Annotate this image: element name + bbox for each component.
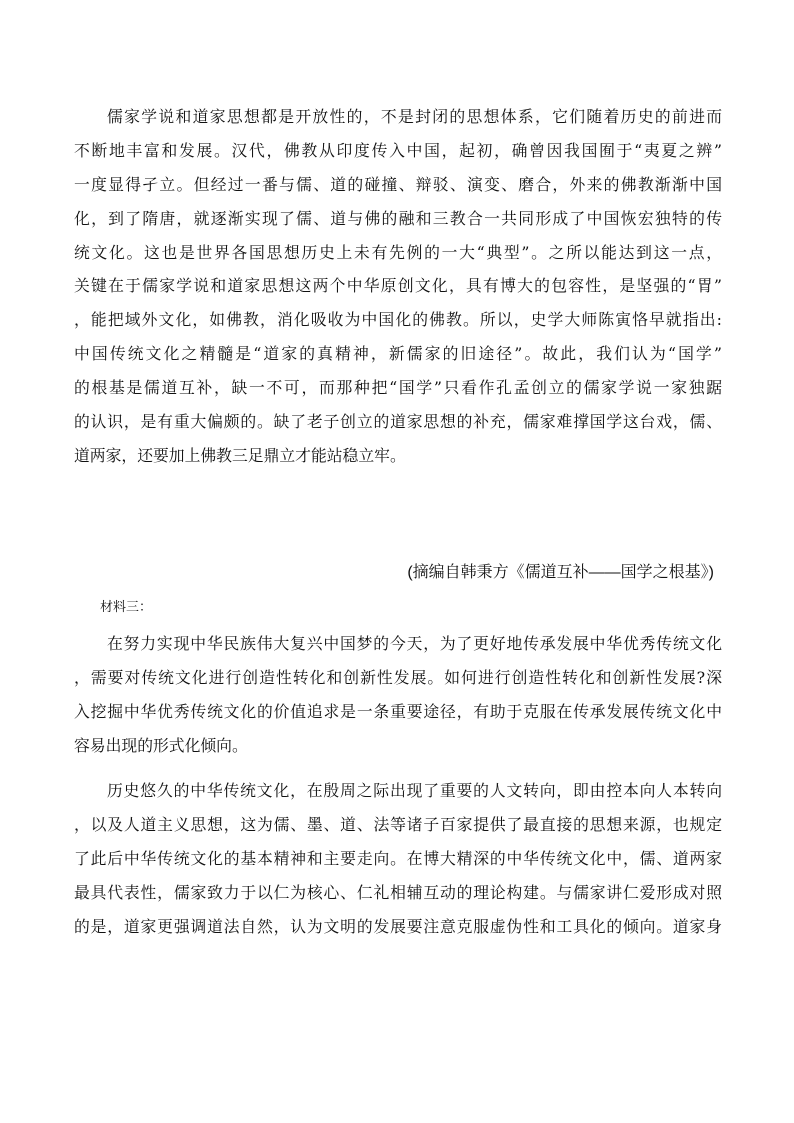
paragraph-line: ，以及人道主义思想，这为儒、墨、道、法等诸子百家提供了最直接的思想来源，也规定 bbox=[74, 814, 722, 834]
paragraph-line: 一度显得孑立。但经过一番与儒、道的碰撞、辩驳、演变、磨合，外来的佛教渐渐中国 bbox=[74, 174, 722, 194]
paragraph-line: 道两家，还要加上佛教三足鼎立才能站稳立牢。 bbox=[74, 445, 406, 465]
paragraph-line: 的认识，是有重大偏颇的。缺了老子创立的道家思想的补充，儒家难撑国学这台戏，儒、 bbox=[74, 412, 722, 432]
paragraph-line: 历史悠久的中华传统文化，在殷周之际出现了重要的人文转向，即由控本向人本转向 bbox=[107, 781, 722, 800]
paragraph-line: 最具代表性，儒家致力于以仁为核心、仁礼相辅互动的理论构建。与儒家讲仁爱形成对照 bbox=[74, 882, 722, 902]
material-label: 材料三： bbox=[100, 599, 153, 614]
paragraph-line: 中国传统文化之精髓是“道家的真精神，新儒家的旧途径”。故此，我们认为“国学” bbox=[74, 344, 722, 364]
paragraph-line: 不断地丰富和发展。汉代，佛教从印度传入中国，起初，确曾因我国囿于“夷夏之辨” bbox=[74, 140, 722, 160]
paragraph-line: 的根基是儒道互补，缺一不可，而那种把“国学”只看作孔孟创立的儒家学说一家独踞 bbox=[74, 378, 722, 398]
source-citation: (摘编自韩秉方《儒道互补——国学之根基》) bbox=[407, 564, 714, 581]
paragraph-line: 容易出现的形式化倾向。 bbox=[74, 735, 248, 755]
paragraph-line: 关键在于儒家学说和道家思想这两个中华原创文化，具有博大的包容性，是坚强的“胃” bbox=[74, 276, 722, 296]
paragraph-line: ，能把域外文化，如佛教，消化吸收为中国化的佛教。所以，史学大师陈寅恪早就指出: bbox=[74, 310, 722, 330]
paragraph-line: 在努力实现中华民族伟大复兴中国梦的今天，为了更好地传承发展中华优秀传统文化 bbox=[107, 634, 722, 653]
paragraph-line: 入挖掘中华优秀传统文化的价值追求是一条重要途径，有助于克服在传承发展传统文化中 bbox=[74, 701, 722, 721]
paragraph-line: 统文化。这也是世界各国思想历史上未有先例的一大“典型”。之所以能达到这一点， bbox=[74, 242, 722, 262]
paragraph-2 bbox=[74, 627, 722, 763]
paragraph-line: ，需要对传统文化进行创造性转化和创新性发展。如何进行创造性转化和创新性发展?深 bbox=[74, 667, 722, 687]
paragraph-line: 了此后中华传统文化的基本精神和主要走向。在博大精深的中华传统文化中，儒、道两家 bbox=[74, 848, 722, 868]
paragraph-line: 化，到了隋唐，就逐渐实现了儒、道与佛的融和三教合一共同形成了中国恢宏独特的传 bbox=[74, 208, 722, 228]
paragraph-line: 的是，道家更强调道法自然，认为文明的发展要注意克服虚伪性和工具化的倾向。道家身 bbox=[74, 916, 722, 936]
paragraph-3 bbox=[74, 774, 722, 943]
paragraph-line: 儒家学说和道家思想都是开放性的，不是封闭的思想体系，它们随着历史的前进而 bbox=[107, 107, 722, 126]
paragraph-1 bbox=[74, 100, 722, 473]
